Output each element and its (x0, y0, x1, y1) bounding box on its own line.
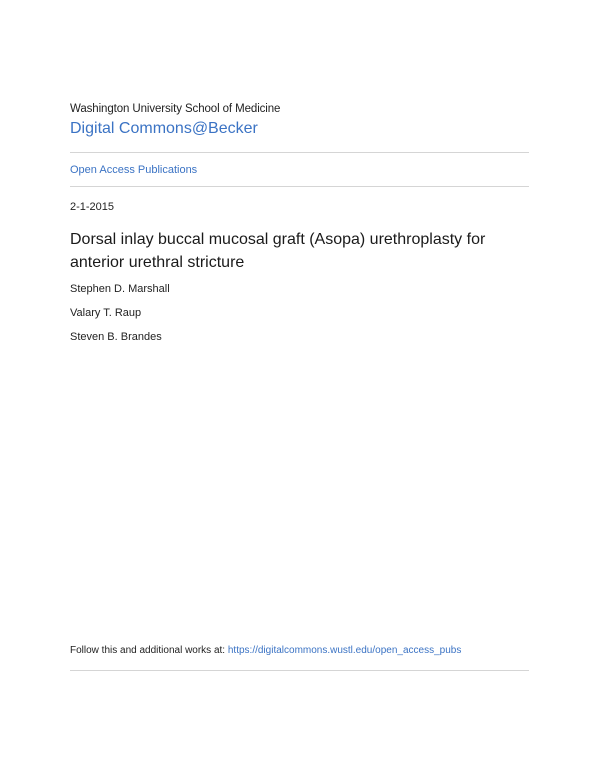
institution-name: Washington University School of Medicine (70, 103, 281, 115)
follow-url-link[interactable]: https://digitalcommons.wustl.edu/open_access_pubs (227, 645, 462, 656)
author-name: Valary T. Raup (70, 307, 142, 319)
divider (70, 186, 529, 187)
follow-line (70, 645, 461, 656)
divider (70, 152, 529, 153)
collection-link[interactable]: Open Access Publications (70, 164, 198, 176)
repository-link[interactable]: Digital Commons@Becker (70, 120, 258, 137)
divider (70, 670, 529, 671)
article-title: Dorsal inlay buccal mucosal graft (Asopa) urethroplasty for anterior urethral stricture (70, 231, 486, 271)
publication-date: 2-1-2015 (70, 201, 115, 213)
author-name: Steven B. Brandes (70, 331, 162, 343)
follow-text: Follow this and additional works at: (70, 645, 228, 656)
author-name: Stephen D. Marshall (70, 283, 170, 295)
